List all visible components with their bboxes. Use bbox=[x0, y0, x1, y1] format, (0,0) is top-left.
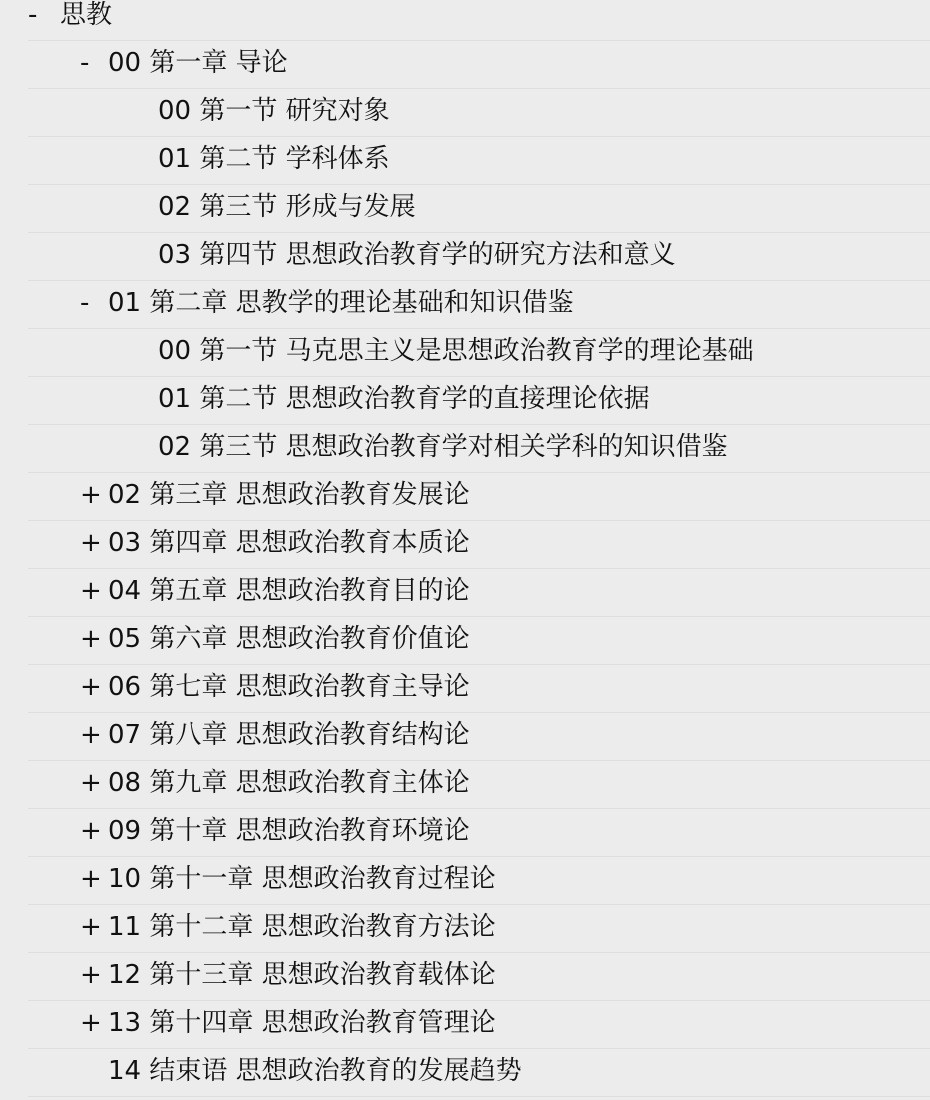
expand-toggle[interactable]: + bbox=[80, 912, 102, 942]
tree-node-label[interactable]: 10 第十一章 思想政治教育过程论 bbox=[108, 864, 496, 894]
tree-node-label[interactable]: 03 第四章 思想政治教育本质论 bbox=[108, 528, 470, 558]
tree-node-label[interactable]: 00 第一节 马克思主义是思想政治教育学的理论基础 bbox=[158, 336, 754, 366]
tree-node-label[interactable]: 09 第十章 思想政治教育环境论 bbox=[108, 816, 470, 846]
tree-node-chapter[interactable] bbox=[28, 521, 930, 569]
collapse-toggle[interactable]: - bbox=[28, 0, 38, 30]
tree-node-section[interactable] bbox=[28, 377, 930, 425]
tree-node-label[interactable]: 14 结束语 思想政治教育的发展趋势 bbox=[108, 1056, 522, 1086]
tree-node-label[interactable]: 05 第六章 思想政治教育价值论 bbox=[108, 624, 470, 654]
tree-node-chapter[interactable] bbox=[28, 953, 930, 1001]
tree-node-chapter[interactable] bbox=[28, 1001, 930, 1049]
tree-node-label[interactable]: 02 第三节 形成与发展 bbox=[158, 192, 416, 222]
tree-node-section[interactable] bbox=[28, 137, 930, 185]
expand-toggle[interactable]: + bbox=[80, 768, 102, 798]
tree-node-chapter[interactable] bbox=[28, 713, 930, 761]
tree-node-label[interactable]: 01 第二节 思想政治教育学的直接理论依据 bbox=[158, 384, 650, 414]
expand-toggle[interactable]: + bbox=[80, 576, 102, 606]
tree-node-chapter[interactable] bbox=[28, 473, 930, 521]
tree-node-label[interactable]: 13 第十四章 思想政治教育管理论 bbox=[108, 1008, 496, 1038]
tree-node-label[interactable]: 04 第五章 思想政治教育目的论 bbox=[108, 576, 470, 606]
expand-toggle[interactable]: + bbox=[80, 960, 102, 990]
tree-node-label[interactable]: 思教 bbox=[60, 0, 113, 30]
tree-node-section[interactable] bbox=[28, 89, 930, 137]
tree-node-label[interactable]: 08 第九章 思想政治教育主体论 bbox=[108, 768, 470, 798]
tree-node-section[interactable] bbox=[28, 233, 930, 281]
expand-toggle[interactable]: + bbox=[80, 528, 102, 558]
tree-node-root[interactable] bbox=[28, 0, 930, 41]
tree-node-chapter[interactable] bbox=[28, 665, 930, 713]
expand-toggle[interactable]: + bbox=[80, 480, 102, 510]
tree-node-label[interactable]: 00 第一节 研究对象 bbox=[158, 96, 390, 126]
tree-node-chapter[interactable] bbox=[28, 281, 930, 329]
expand-toggle[interactable]: + bbox=[80, 816, 102, 846]
tree-node-chapter[interactable] bbox=[28, 809, 930, 857]
tree-node-section[interactable] bbox=[28, 329, 930, 377]
expand-toggle[interactable]: + bbox=[80, 672, 102, 702]
expand-toggle[interactable]: + bbox=[80, 864, 102, 894]
tree-node-label[interactable]: 03 第四节 思想政治教育学的研究方法和意义 bbox=[158, 240, 676, 270]
tree-node-label[interactable]: 06 第七章 思想政治教育主导论 bbox=[108, 672, 470, 702]
tree-node-label[interactable]: 12 第十三章 思想政治教育载体论 bbox=[108, 960, 496, 990]
tree-node-section[interactable] bbox=[28, 425, 930, 473]
expand-toggle[interactable]: + bbox=[80, 624, 102, 654]
tree-node-label[interactable]: 02 第三节 思想政治教育学对相关学科的知识借鉴 bbox=[158, 432, 728, 462]
tree-node-chapter[interactable] bbox=[28, 1049, 930, 1097]
expand-toggle[interactable]: + bbox=[80, 1008, 102, 1038]
collapse-toggle[interactable]: - bbox=[80, 288, 90, 318]
tree-node-chapter[interactable] bbox=[28, 905, 930, 953]
tree-node-chapter[interactable] bbox=[28, 857, 930, 905]
collapse-toggle[interactable]: - bbox=[80, 48, 90, 78]
expand-toggle[interactable]: + bbox=[80, 720, 102, 750]
tree-node-section[interactable] bbox=[28, 185, 930, 233]
tree-node-chapter[interactable] bbox=[28, 617, 930, 665]
tree-node-label[interactable]: 01 第二节 学科体系 bbox=[158, 144, 390, 174]
tree-node-label[interactable]: 01 第二章 思教学的理论基础和知识借鉴 bbox=[108, 288, 574, 318]
tree-node-label[interactable]: 00 第一章 导论 bbox=[108, 48, 288, 78]
tree-node-label[interactable]: 11 第十二章 思想政治教育方法论 bbox=[108, 912, 496, 942]
tree-node-chapter[interactable] bbox=[28, 41, 930, 89]
tree-node-chapter[interactable] bbox=[28, 761, 930, 809]
tree-node-label[interactable]: 02 第三章 思想政治教育发展论 bbox=[108, 480, 470, 510]
tree-node-label[interactable]: 07 第八章 思想政治教育结构论 bbox=[108, 720, 470, 750]
tree-node-chapter[interactable] bbox=[28, 569, 930, 617]
